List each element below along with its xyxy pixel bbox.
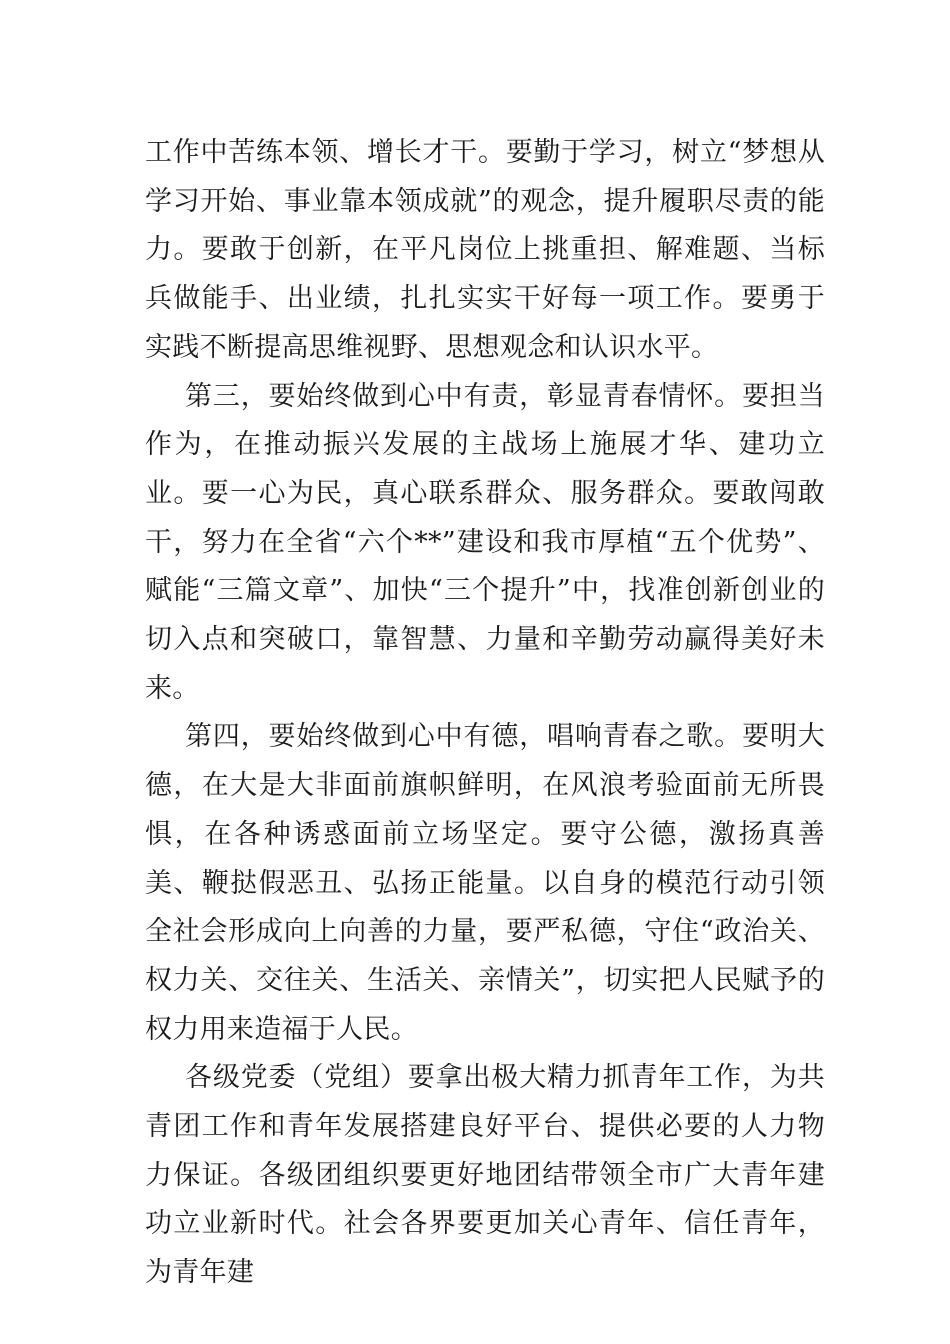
document-body <box>145 129 825 1298</box>
paragraph-third-point: 第三，要始终做到心中有责，彰显青春情怀。要担当作为，在推动振兴发展的主战场上施展才华、建功立业。要一心为民，真心联系群众、服务群众。要敢闯敢干，努力在全省“六个**”建设和我市厚植“五个优势”、赋能“三篇文章”、加快“三个提升”中，找准创新创业的切入点和突破口，靠智慧、力量和辛勤劳动赢得美好未来。 <box>145 380 825 704</box>
paragraph-party-committees: 各级党委（党组）要拿出极大精力抓青年工作，为共青团工作和青年发展搭建良好平台、提供必要的人力物力保证。各级团组织要更好地团结带领全市广大青年建功立业新时代。社会各界要更加关心青年、信任青年，为青年建 <box>145 1062 825 1289</box>
paragraph-fourth-point: 第四，要始终做到心中有德，唱响青春之歌。要明大德，在大是大非面前旗帜鲜明，在风浪考验面前无所畏惧，在各种诱惑面前立场坚定。要守公德，激扬真善美、鞭挞假恶丑、弘扬正能量。以自身的模范行动引领全社会形成向上向善的力量，要严私德，守住“政治关、权力关、交往关、生活关、亲情关”，切实把人民赋予的权力用来造福于人民。 <box>145 721 825 1045</box>
paragraph-continued: 工作中苦练本领、增长才干。要勤于学习，树立“梦想从学习开始、事业靠本领成就”的观念，提升履职尽责的能力。要敢于创新，在平凡岗位上挑重担、解难题、当标兵做能手、出业绩，扎扎实实干好每一项工作。要勇于实践不断提高思维视野、思想观念和认识水平。 <box>145 137 825 363</box>
